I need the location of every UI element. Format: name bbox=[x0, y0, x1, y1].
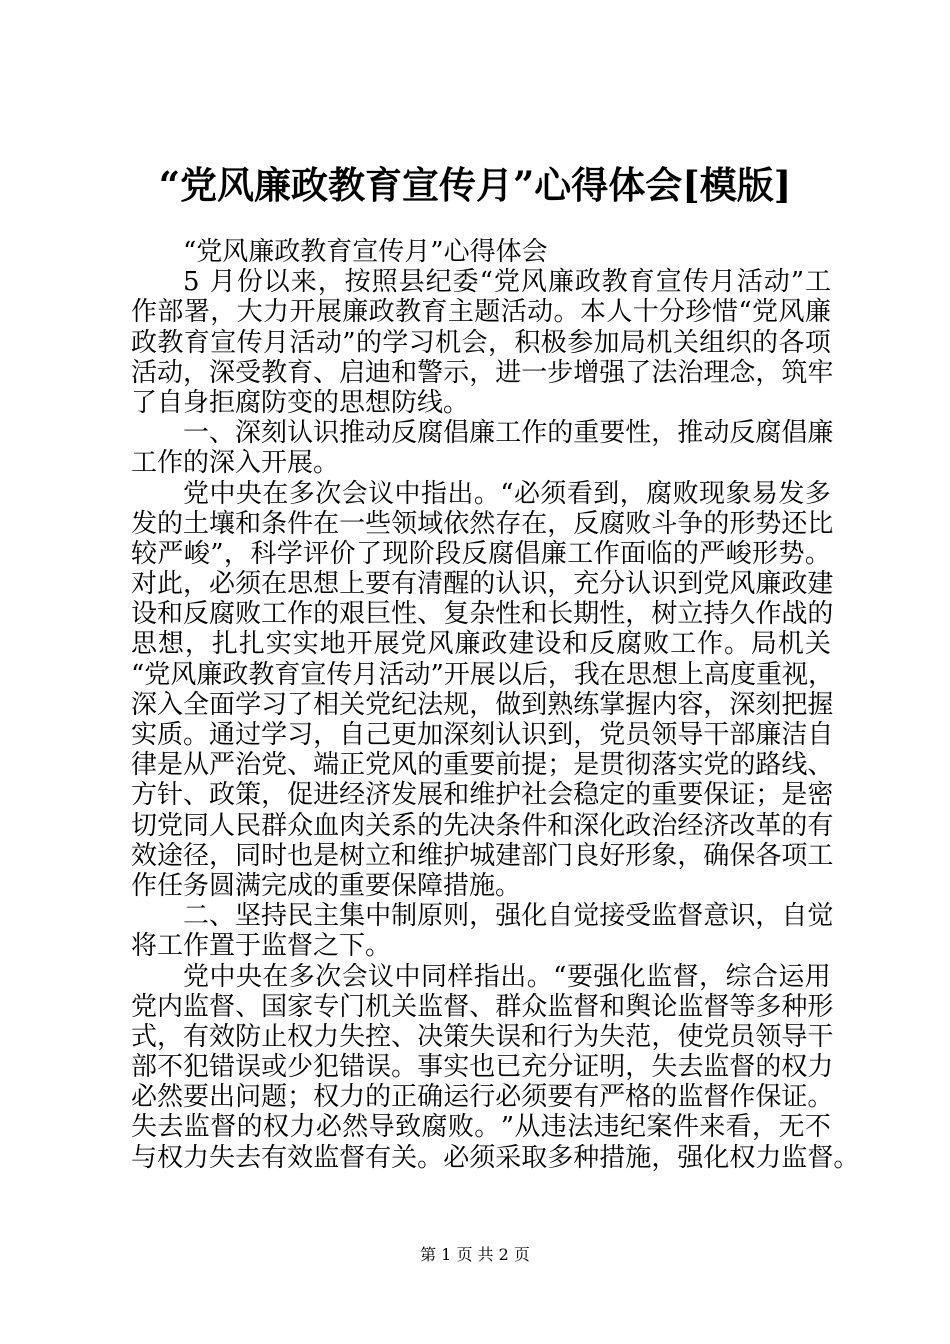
text-line: 政 教 育 宣 传 月 活 动 ” 的 学 习 机 会 ， 积 极 参 加 局 机 关 组 织 的 各 项 bbox=[131, 327, 831, 358]
text-line: 发 的 土 壤 和 条 件 在 一 些 领 域 依 然 存 在 ， 反 腐 败 斗 争 的 形 势 还 比 bbox=[131, 508, 834, 539]
text-line: 党 中 央 在 多 次 会 议 中 指 出 。 “ 必 须 看 到 ， 腐 败 现 象 易 发 多 bbox=[183, 478, 831, 509]
text-line: 式 ， 有 效 防 止 权 力 失 控 、 决 策 失 误 和 行 为 失 范 ， 使 党 员 领 导 干 bbox=[131, 1021, 834, 1052]
text-line: 5 月 份 以 来 ， 按 照 县 纪 委 “ 党 风 廉 政 教 育 宣 传 月 活 动 ” 工 bbox=[183, 267, 831, 298]
text-line: 较 严 峻 ” ， 科 学 评 价 了 现 阶 段 反 腐 倡 廉 工 作 面 临 的 严 峻 形 势 。 bbox=[131, 538, 831, 569]
document-body bbox=[131, 237, 860, 1173]
text-line: 一 、 深 刻 认 识 推 动 反 腐 倡 廉 工 作 的 重 要 性 ， 推 动 反 腐 倡 廉 bbox=[183, 418, 834, 449]
text-line: 思 想 ， 扎 扎 实 实 地 开 展 党 风 廉 政 建 设 和 反 腐 败 工 作 。 局 机 关 bbox=[131, 629, 831, 660]
text-line: 必 然 要 出 问 题 ； 权 力 的 正 确 运 行 必 须 要 有 严 格 的 监 督 作 保 证 。 bbox=[131, 1082, 834, 1113]
page-footer: 第 1 页 共 2 页 bbox=[420, 1245, 530, 1264]
text-line: 部 不 犯 错 误 或 少 犯 错 误 。 事 实 也 已 充 分 证 明 ， 失 去 监 督 的 权 力 bbox=[131, 1052, 834, 1083]
text-line: 对 此 ， 必 须 在 思 想 上 要 有 清 醒 的 认 识 ， 充 分 认 识 到 党 风 廉 政 建 bbox=[131, 569, 834, 600]
text-line: 切 党 同 人 民 群 众 血 肉 关 系 的 先 决 条 件 和 深 化 政 治 经 济 改 革 的 有 bbox=[131, 810, 834, 841]
text-line: 律 是 从 严 治 党 、 端 正 党 风 的 重 要 前 提 ； 是 贯 彻 落 实 党 的 路 线 、 bbox=[131, 750, 834, 781]
text-line: 与 权 力 失 去 有 效 监 督 有 关 。 必 须 采 取 多 种 措 施 ， 强 化 权 力 监 督 。 bbox=[131, 1142, 860, 1173]
text-line: 作 部 署 ， 大 力 开 展 廉 政 教 育 主 题 活 动 。 本 人 十 分 珍 惜 “ 党 风 廉 bbox=[131, 297, 831, 328]
text-line: 深 入 全 面 学 习 了 相 关 党 纪 法 规 ， 做 到 熟 练 掌 握 内 容 ， 深 刻 把 握 bbox=[131, 689, 834, 720]
text-line: “ 党 风 廉 政 教 育 宣 传 月 活 动 ” 开 展 以 后 ， 我 在 思 想 上 高 度 重 视 ， bbox=[131, 659, 834, 690]
text-line: 工作的深入开展。 bbox=[131, 448, 340, 479]
document-title: “党风廉政教育宣传月”心得体会[模版] bbox=[158, 163, 792, 207]
text-line: 党 中 央 在 多 次 会 议 中 同 样 指 出 。 “ 要 强 化 监 督 ， 综 合 运 用 bbox=[183, 961, 831, 992]
text-line: 党 内 监 督 、 国 家 专 门 机 关 监 督 、 群 众 监 督 和 舆 论 监 督 等 多 种 形 bbox=[131, 991, 834, 1022]
text-line: “党风廉政教育宣传月”心得体会 bbox=[183, 237, 548, 267]
text-line: 方 针 、 政 策 ， 促 进 经 济 发 展 和 维 护 社 会 稳 定 的 重 要 保 证 ； 是 密 bbox=[131, 780, 834, 811]
text-line: 作任务圆满完成的重要保障措施。 bbox=[131, 870, 522, 901]
text-line: 了自身拒腐防变的思想防线。 bbox=[131, 387, 470, 418]
text-line: 实 质 。 通 过 学 习 ， 自 己 更 加 深 刻 认 识 到 ， 党 员 领 导 干 部 廉 洁 自 bbox=[131, 720, 834, 750]
text-line: 效 途 径 ， 同 时 也 是 树 立 和 维 护 城 建 部 门 良 好 形 象 ， 确 保 各 项 工 bbox=[131, 840, 834, 871]
text-line: 将工作置于监督之下。 bbox=[131, 931, 392, 962]
text-line: 失 去 监 督 的 权 力 必 然 导 致 腐 败 。 ” 从 违 法 违 纪 案 件 来 看 ， 无 不 bbox=[131, 1112, 831, 1143]
text-line: 二 、 坚 持 民 主 集 中 制 原 则 ， 强 化 自 觉 接 受 监 督 意 识 ， 自 觉 bbox=[183, 901, 834, 932]
text-line: 活 动 ， 深 受 教 育 、 启 迪 和 警 示 ， 进 一 步 增 强 了 法 治 理 念 ， 筑 牢 bbox=[131, 357, 834, 388]
text-line: 设 和 反 腐 败 工 作 的 艰 巨 性 、 复 杂 性 和 长 期 性 ， 树 立 持 久 作 战 的 bbox=[131, 599, 834, 630]
